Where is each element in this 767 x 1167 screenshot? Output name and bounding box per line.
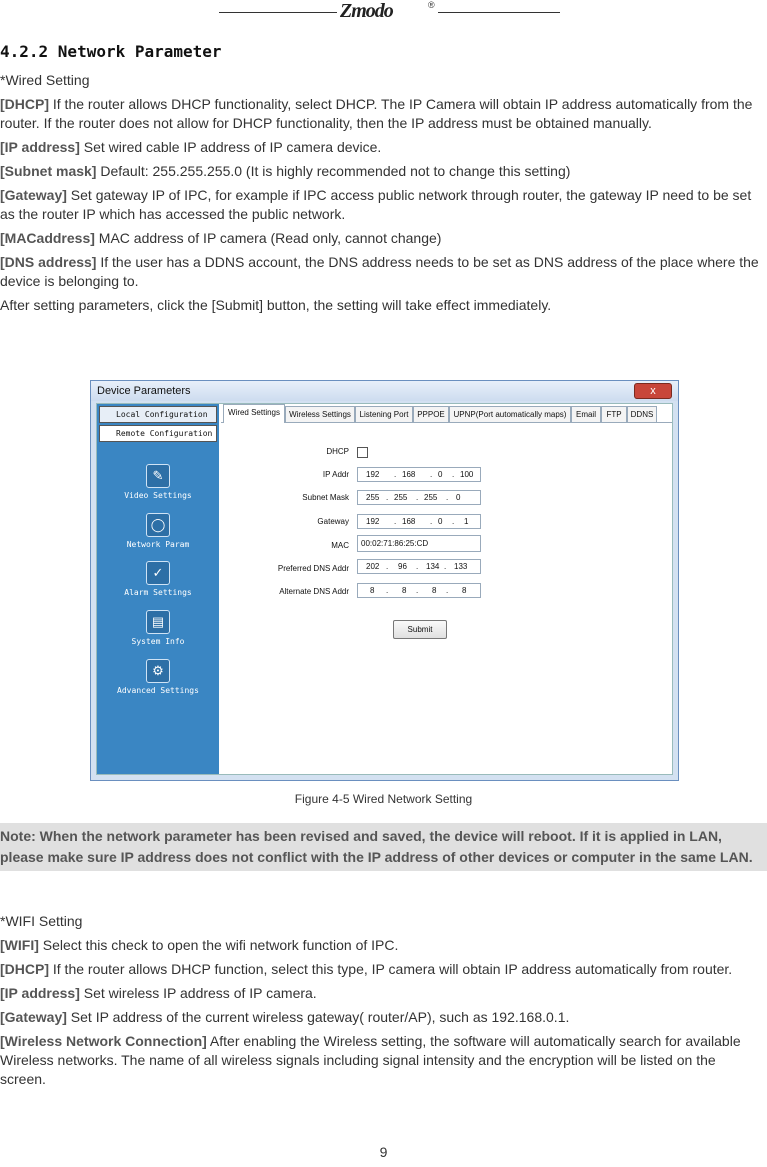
wifi-param-ip-address [0,984,765,1003]
submit-button[interactable]: Submit [393,620,447,639]
brand-logo [340,0,440,22]
ip-octet: 0 [438,470,443,479]
param-key: [Subnet mask] [0,163,97,179]
ip-octet: 96 [398,562,407,571]
wifi-param-wireless-connection [0,1032,765,1089]
param-ip-address [0,138,760,157]
param-key: [DNS address] [0,254,97,270]
ip-dot: . [430,517,433,526]
ip-octet: 255 [366,493,380,502]
param-text: Default: 255.255.255.0 (It is highly recommended not to change this setting) [96,163,571,179]
sidebar-item-system-info[interactable] [97,610,219,646]
param-text: If the user has a DDNS account, the DNS address needs to be set as DNS address of the place where the device is belonging to. [0,254,759,289]
param-text: If the router allows DHCP function, select this type, IP camera will obtain IP address automatically from router. [49,961,733,977]
system-info-icon: ▤ [146,610,170,634]
ip-octet: 8 [370,586,375,595]
ip-dot: . [430,470,433,479]
gateway-row [221,514,349,529]
tab-listening-port[interactable]: Listening Port [355,406,413,422]
figure-caption: Figure 4-5 Wired Network Setting [294,792,473,806]
ip-octet: 8 [432,586,437,595]
param-key: [IP address] [0,985,80,1001]
gateway-label: Gateway [317,517,349,526]
window-body [96,403,673,775]
section-title: 4.2.2 Network Parameter [0,42,222,61]
tab-ftp[interactable]: FTP [601,406,627,422]
settings-panel [221,404,672,774]
window-title: Device Parameters [91,381,678,401]
tab-email[interactable]: Email [571,406,601,422]
ip-dot: . [386,493,389,502]
ip-octet: 202 [366,562,380,571]
sidebar-item-label: Network Param [126,540,190,549]
mac-label: MAC [331,541,349,550]
tab-wireless-settings[interactable]: Wireless Settings [285,406,355,422]
dhcp-row [221,444,349,459]
dns2-label: Alternate DNS Addr [279,587,349,596]
ip-dot: . [394,517,397,526]
ip-dot: . [416,562,419,571]
sidebar-item-label: Video Settings [124,491,192,500]
wifi-param-dhcp [0,960,765,979]
param-subnet-mask [0,162,760,181]
ip-dot: . [416,493,419,502]
dns2-row [221,584,349,599]
alarm-settings-icon: ✓ [146,561,170,585]
header-rule-left [219,12,337,13]
tab-local-configuration[interactable]: Local Configuration [99,406,217,423]
ip-dot: . [446,586,449,595]
param-key: [DHCP] [0,961,49,977]
sidebar-item-advanced-settings[interactable] [97,659,219,695]
param-key: [WIFI] [0,937,39,953]
tab-bar [221,404,672,423]
mac-value: 00:02:71:86:25:CD [361,539,429,548]
gateway-input[interactable] [357,514,481,529]
ip-octet: 1 [464,517,469,526]
param-dhcp [0,95,760,133]
ip-dot: . [444,562,447,571]
param-text: After enabling the Wireless setting, the software will automatically search for available Wireless networks. The name of all wireless signals including signal intensity and the encryption will be listed on the screen. [0,1033,741,1087]
tab-upnp[interactable]: UPNP(Port automatically maps) [449,406,571,422]
ip-octet: 168 [402,517,416,526]
ip-dot: . [386,586,389,595]
param-text: Set wired cable IP address of IP camera device. [79,139,382,155]
alternate-dns-input[interactable] [357,583,481,598]
sidebar-item-alarm-settings[interactable] [97,561,219,597]
sidebar-item-label: Advanced Settings [117,686,199,695]
ip-dot: . [446,493,449,502]
ip-octet: 134 [426,562,440,571]
param-key: [MACaddress] [0,230,95,246]
dhcp-checkbox[interactable] [357,447,368,458]
header-rule-right [438,12,560,13]
wifi-param-gateway [0,1008,765,1027]
sidebar [97,404,219,774]
ip-dot: . [452,517,455,526]
param-text: If the router allows DHCP functionality, select DHCP. The IP Camera will obtain IP address automatically from the router. If the router does not allow for DHCP functionality, then the IP address must be obtained manually. [0,96,753,131]
param-key: [IP address] [0,139,80,155]
wired-heading: *Wired Setting [0,72,90,88]
logo-text: Zmodo [340,0,393,22]
ip-dot: . [386,562,389,571]
ip-octet: 168 [402,470,416,479]
param-text: Set IP address of the current wireless gateway( router/AP), such as 192.168.0.1. [66,1009,570,1025]
close-button[interactable]: x [634,383,672,399]
ip-octet: 192 [366,517,380,526]
param-mac-address [0,229,760,248]
param-key: [Gateway] [0,1009,67,1025]
param-dns-address [0,253,760,291]
network-param-icon: ◯ [146,513,170,537]
tab-wired-settings[interactable]: Wired Settings [223,404,285,423]
dns1-label: Preferred DNS Addr [277,564,349,573]
sidebar-item-label: System Info [131,637,185,646]
ip-octet: 255 [424,493,438,502]
ip-dot: . [394,470,397,479]
param-key: [Gateway] [0,187,67,203]
ip-dot: . [416,586,419,595]
ip-dot: . [452,470,455,479]
ip-octet: 0 [456,493,461,502]
ip-octet: 255 [394,493,408,502]
page-number: 9 [379,1144,388,1160]
subnet-label: Subnet Mask [302,493,349,502]
mac-row [221,538,349,553]
wifi-param-wifi [0,936,765,955]
mac-address-field [357,535,481,552]
note-box [0,823,767,871]
preferred-dns-input[interactable] [357,559,481,574]
param-key: [Wireless Network Connection] [0,1033,207,1049]
note-text: Note: When the network parameter has been revised and saved, the device will reboot. If it is applied in LAN, please make sure IP address does not conflict with the IP address of other devices or computer in the same LAN. [0,828,753,865]
ip-octet: 133 [454,562,468,571]
wifi-section [0,912,765,1094]
param-gateway [0,186,760,224]
sidebar-item-network-param[interactable] [97,513,219,549]
after-setting-text: After setting parameters, click the [Submit] button, the setting will take effect immediately. [0,297,552,313]
param-text: MAC address of IP camera (Read only, cannot change) [94,230,442,246]
ip-row [221,467,349,482]
wifi-heading: *WIFI Setting [0,913,83,929]
dhcp-label: DHCP [326,447,349,456]
ip-label: IP Addr [322,470,349,479]
wired-section [0,42,760,320]
registered-mark: ® [428,0,435,10]
ip-octet: 100 [460,470,474,479]
ip-address-input[interactable] [357,467,481,482]
video-settings-icon: ✎ [146,464,170,488]
sidebar-item-label: Alarm Settings [124,588,192,597]
ip-octet: 8 [402,586,407,595]
sidebar-item-video-settings[interactable] [97,464,219,500]
ip-octet: 8 [462,586,467,595]
param-key: [DHCP] [0,96,49,112]
advanced-settings-icon: ⚙ [146,659,170,683]
dns1-row [221,561,349,576]
param-text: Set gateway IP of IPC, for example if IPC access public network through router, the gateway IP need to be set as the router IP which has accessed the public network. [0,187,752,222]
tab-pppoe[interactable]: PPPOE [413,406,449,422]
subnet-row [221,490,349,505]
device-parameters-window [90,380,679,781]
ip-octet: 0 [438,517,443,526]
param-text: Set wireless IP address of IP camera. [79,985,317,1001]
ip-octet: 192 [366,470,380,479]
subnet-mask-input[interactable] [357,490,481,505]
param-text: Select this check to open the wifi network function of IPC. [38,937,399,953]
tab-remote-configuration[interactable]: Remote Configuration [99,425,217,442]
tab-ddns[interactable]: DDNS [627,406,657,422]
